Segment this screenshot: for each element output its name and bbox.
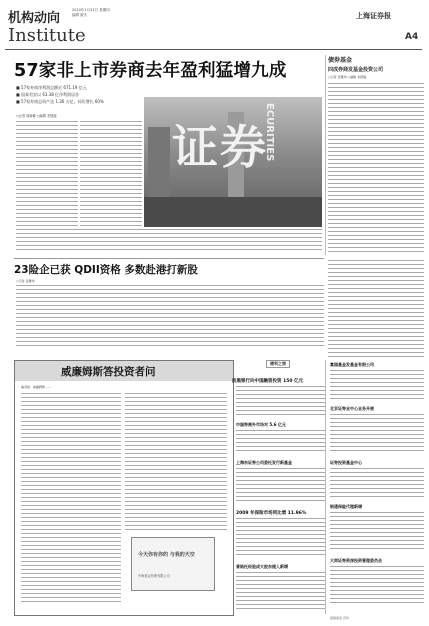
column-box: [14, 360, 234, 616]
photo-ground: [144, 197, 322, 227]
ad-headline: 今天你有你的 与我的天空: [138, 552, 195, 558]
photo-sign-english: ECURITIES: [264, 103, 275, 162]
right-column-lower: [330, 360, 424, 614]
sidebar-title-1: 债券基金: [328, 57, 353, 64]
main-photo: [144, 97, 322, 227]
main-byline: ○记者 周新娜 ○编辑 龙德福: [16, 114, 57, 118]
right-news-5-title: 大同证券资深投资管理委员会: [330, 558, 382, 563]
qdii-byline: ○记者 张雅玮: [16, 279, 35, 283]
short-news-3-title: 上海东证券公司委托发行新基金: [236, 460, 292, 465]
column-body-col2: [125, 393, 227, 533]
column-body-col1: [21, 393, 121, 603]
sidebar-byline: ○记者 张雅玮 ○编辑 龙德福: [328, 75, 367, 79]
bullet-1: ■ 57家券商净利润总额近 671.19 亿元: [16, 85, 87, 90]
date-line: 2010年1月21日 星期四: [72, 8, 110, 12]
footer-credit: 富国基金 宣传: [330, 616, 349, 620]
sidebar-top: [328, 55, 424, 255]
short-news-2-title: 中国券商外市场对 5.6 亿元: [236, 422, 286, 427]
ad-sub: 中海基金管理有限公司: [138, 574, 170, 578]
short-news-4-title: 2009 年保险市场同比增 11.96%: [236, 511, 307, 516]
photo-sign-letters: 证券: [172, 120, 268, 174]
qdii-headline: 23险企已获 QDII资格 多数赴港打新股: [14, 264, 198, 276]
qdii-rule: [14, 258, 324, 259]
right-column-mid: [328, 260, 424, 358]
bullet-2: ■ 国泰君安以 63.38 亿净利润居首: [16, 92, 80, 97]
sidebar-divider: [325, 55, 326, 255]
right-news-1-body: [330, 370, 424, 400]
short-news-1-body: [236, 386, 326, 416]
right-news-3-body: [330, 468, 424, 498]
right-news-3-title: 证券投资基金中心: [330, 460, 362, 465]
ad-box: [131, 537, 215, 591]
editor-line: 编辑 版式: [72, 13, 88, 17]
column-title: 威廉姆斯答投资者问: [61, 366, 156, 378]
masthead: [0, 0, 429, 48]
page-number: A4: [405, 32, 419, 42]
paper-name: 上海证券报: [356, 12, 391, 20]
short-news-4-body: [236, 518, 326, 558]
short-news-3-body: [236, 468, 326, 504]
right-news-2-title: 北京证券业中心业务开展: [330, 406, 374, 411]
section-title-cn: 机构动向: [8, 11, 61, 26]
right-news-4-title: 银通保险代理新增: [330, 504, 362, 509]
short-news-tag: 德利之窗: [266, 360, 290, 368]
section-title-en: Institute: [8, 25, 86, 46]
right-news-1-title: 富国基金发基金有限公司: [330, 362, 374, 367]
main-headline: 57家非上市券商去年盈利猛增九成: [14, 61, 287, 81]
main-body-bottom: [16, 229, 322, 253]
masthead-rule: [5, 49, 422, 50]
short-news-2-body: [236, 430, 326, 454]
qdii-body: [16, 285, 324, 347]
short-news-column: [232, 360, 326, 614]
right-news-5-body: [330, 566, 424, 606]
short-news-5-title: 普陆托经验成大股东提入新增: [236, 564, 288, 569]
short-news-5-body: [236, 572, 326, 612]
column-intro: 编者按：威廉姆斯……: [21, 385, 52, 389]
right-news-4-body: [330, 512, 424, 552]
right-news-2-body: [330, 414, 424, 454]
main-body-col1: [16, 121, 78, 227]
main-body-col2: [80, 121, 142, 227]
sidebar-title-2: 四成券商发基金投资公司: [328, 67, 384, 73]
bullet-3: ■ 57家券商总资产达 1.36 万亿，同比增长 60%: [16, 99, 104, 104]
short-news-1-title: 波黑银行向中国融资投资 150 亿元: [232, 379, 304, 384]
sidebar-body: [328, 83, 424, 253]
right-column-divider: [325, 360, 326, 614]
